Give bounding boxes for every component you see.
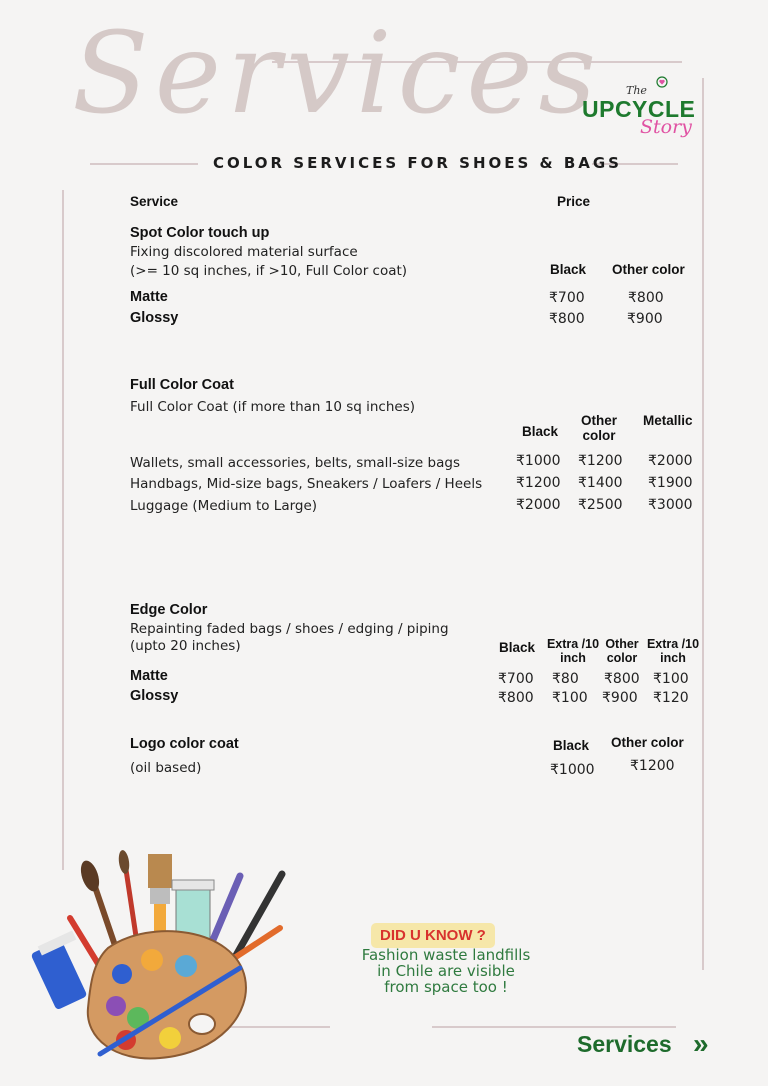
logo-main: UPCYCLE xyxy=(582,96,696,122)
spot-row-price: ₹700 xyxy=(549,290,585,306)
did-you-know-badge: DID U KNOW ? xyxy=(371,923,495,948)
edge-row-price: ₹120 xyxy=(653,690,689,706)
edge-col-other: Other color xyxy=(605,637,639,665)
logo-story: Story xyxy=(640,116,692,138)
palette-icon xyxy=(88,931,246,1058)
script-title: Services xyxy=(72,9,603,139)
edge-row-price: ₹100 xyxy=(552,690,588,706)
spot-row-label: Matte xyxy=(130,289,168,305)
brand-logo xyxy=(582,76,696,146)
full-row-price: ₹1000 xyxy=(516,453,561,469)
double-chevron-right-icon[interactable]: » xyxy=(693,1028,709,1059)
full-row-price: ₹2000 xyxy=(648,453,693,469)
spot-row-price: ₹800 xyxy=(628,290,664,306)
spot-desc-1: Fixing discolored material surface xyxy=(130,244,358,260)
paint-tube-icon xyxy=(30,930,87,1010)
full-title: Full Color Coat xyxy=(130,377,234,393)
edge-col-extra: Extra /10 inch xyxy=(546,637,600,665)
full-row-label: Luggage (Medium to Large) xyxy=(130,498,318,514)
spot-col-black: Black xyxy=(550,262,587,277)
logo-the: The xyxy=(626,84,647,97)
edge-row-price: ₹80 xyxy=(552,671,579,687)
full-row-price: ₹1900 xyxy=(648,475,693,491)
full-col-other: Other color xyxy=(580,413,617,443)
full-row-label: Wallets, small accessories, belts, small-size bags xyxy=(130,455,460,471)
edge-col-black: Black xyxy=(499,640,536,655)
spot-col-other: Other color xyxy=(612,262,685,277)
full-row-price: ₹2000 xyxy=(516,497,561,513)
column-service: Service xyxy=(130,194,179,209)
logo-coat-title: Logo color coat xyxy=(130,736,239,752)
spot-title: Spot Color touch up xyxy=(130,225,270,241)
full-col-black: Black xyxy=(522,424,559,439)
frame-left-line xyxy=(62,190,64,870)
subtitle-left-line xyxy=(90,163,198,165)
full-row-price: ₹1400 xyxy=(578,475,623,491)
frame-right-line xyxy=(702,78,704,970)
fact-line: in Chile are visible xyxy=(377,962,515,980)
full-col-metallic: Metallic xyxy=(643,413,693,428)
full-row-price: ₹3000 xyxy=(648,497,693,513)
full-row-label: Handbags, Mid-size bags, Sneakers / Loafers / Heels xyxy=(130,476,483,492)
edge-row-price: ₹800 xyxy=(604,671,640,687)
logo-coat-col-other: Other color xyxy=(611,735,684,750)
frame-bottom-right-line xyxy=(432,1026,676,1028)
full-desc: Full Color Coat (if more than 10 sq inches) xyxy=(130,399,416,415)
footer-services-link[interactable]: Services xyxy=(577,1031,672,1057)
edge-row-label: Matte xyxy=(130,668,168,684)
edge-row-price: ₹100 xyxy=(653,671,689,687)
edge-col-extra: Extra /10 inch xyxy=(646,637,700,665)
logo-coat-col-black: Black xyxy=(553,738,590,753)
spot-desc-2: (>= 10 sq inches, if >10, Full Color coat) xyxy=(130,263,408,279)
art-palette-illustration xyxy=(30,848,290,1068)
heart-icon xyxy=(656,76,668,88)
column-price: Price xyxy=(557,194,591,209)
spot-row-price: ₹900 xyxy=(627,311,663,327)
edge-row-price: ₹900 xyxy=(602,690,638,706)
fact-line: Fashion waste landfills xyxy=(361,946,531,964)
logo-coat-price: ₹1200 xyxy=(630,758,675,774)
logo-coat-price: ₹1000 xyxy=(550,762,595,778)
logo-coat-desc: (oil based) xyxy=(130,760,202,776)
page-subtitle: COLOR SERVICES FOR SHOES & BAGS xyxy=(213,154,622,172)
spot-row-price: ₹800 xyxy=(549,311,585,327)
fact-line: from space too ! xyxy=(384,978,508,996)
edge-row-price: ₹700 xyxy=(498,671,534,687)
spot-row-label: Glossy xyxy=(130,310,179,326)
edge-title: Edge Color xyxy=(130,602,208,618)
edge-row-price: ₹800 xyxy=(498,690,534,706)
full-row-price: ₹2500 xyxy=(578,497,623,513)
edge-desc-2: (upto 20 inches) xyxy=(130,638,241,654)
full-row-price: ₹1200 xyxy=(516,475,561,491)
edge-row-label: Glossy xyxy=(130,688,179,704)
full-row-price: ₹1200 xyxy=(578,453,623,469)
edge-desc-1: Repainting faded bags / shoes / edging / piping xyxy=(130,621,449,637)
